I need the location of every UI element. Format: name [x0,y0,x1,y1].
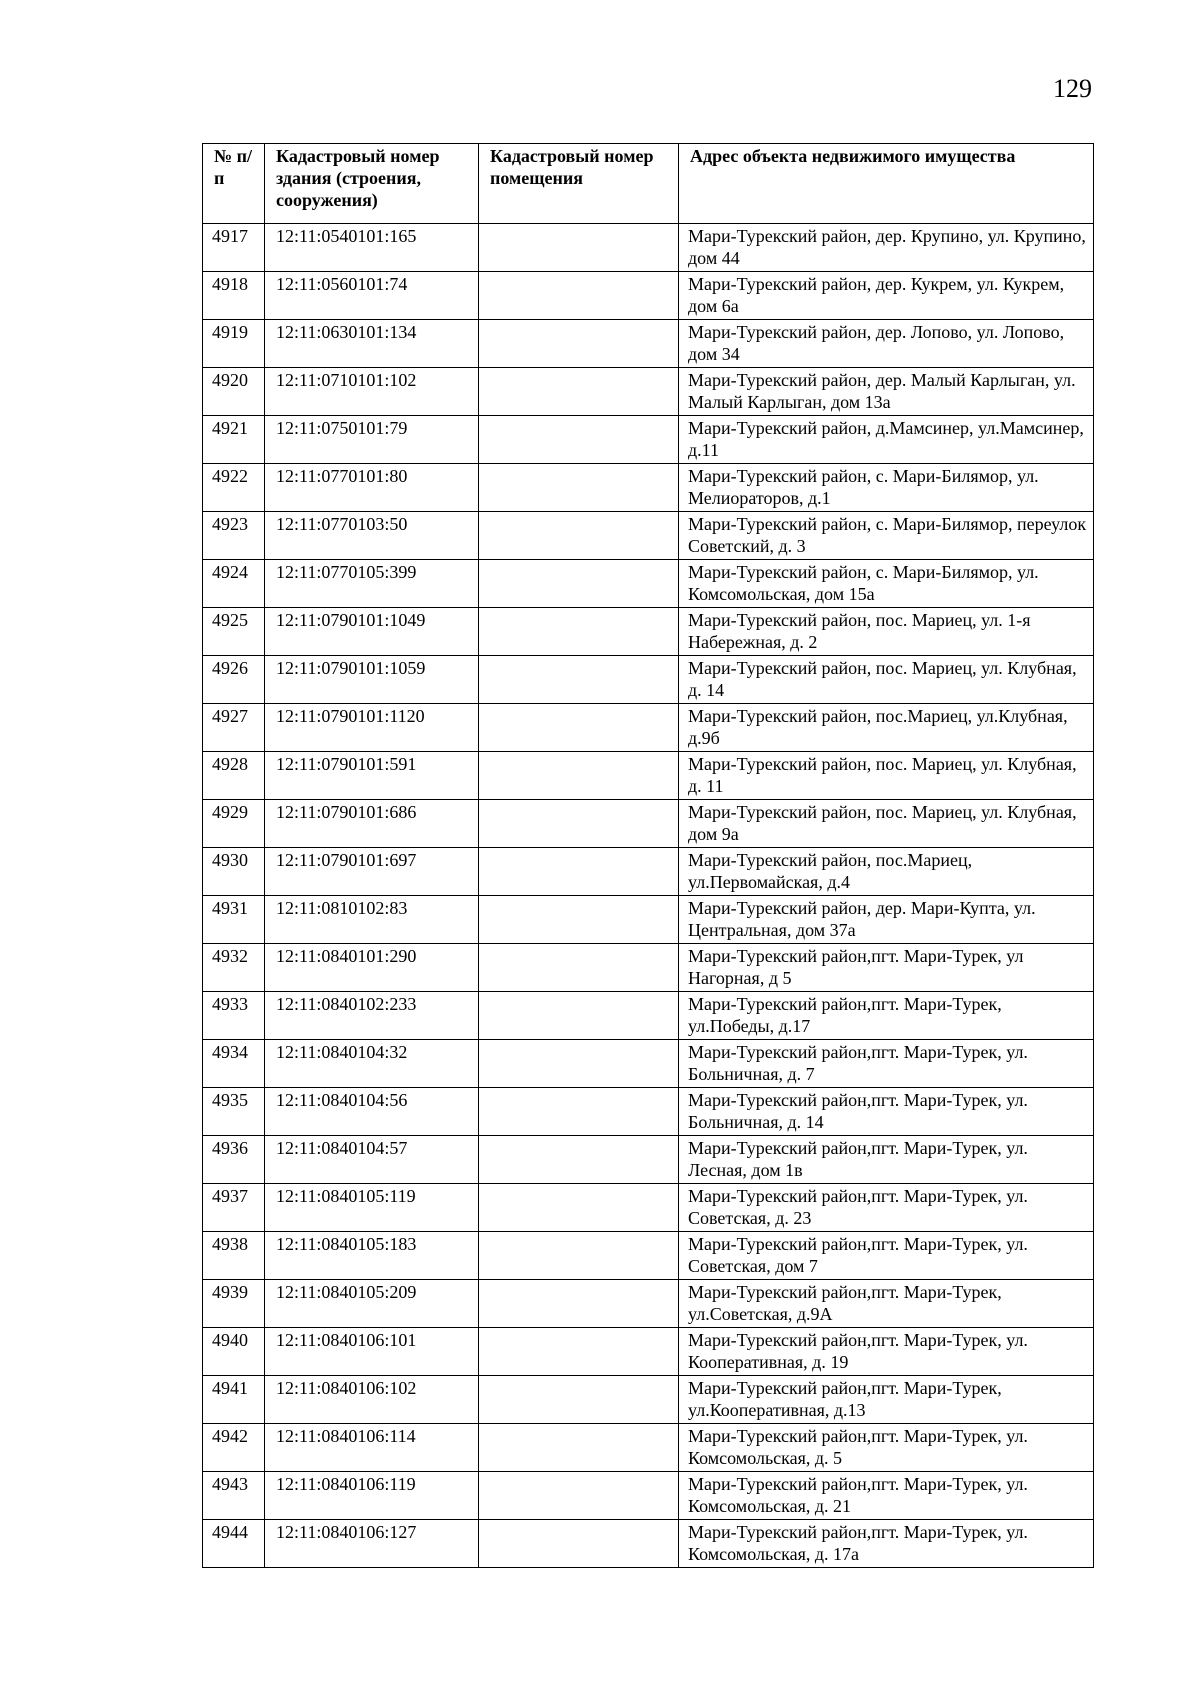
header-row [203,144,1094,224]
cell-address: Мари-Турекский район,пгт. Мари-Турек, ул. Комсомольская, д. 21 [679,1472,1094,1520]
cell-building-cadastral-number: 12:11:0840105:119 [265,1184,479,1232]
table-row [203,800,1094,848]
table-header [203,144,1094,224]
cell-building-cadastral-number: 12:11:0840102:233 [265,992,479,1040]
cell-row-number: 4931 [203,896,265,944]
table-row [203,992,1094,1040]
cell-row-number: 4927 [203,704,265,752]
cell-row-number: 4925 [203,608,265,656]
cell-building-cadastral-number: 12:11:0840106:101 [265,1328,479,1376]
table-row [203,752,1094,800]
cell-row-number: 4920 [203,368,265,416]
cell-premises-cadastral-number [479,1376,679,1424]
header-premises-cadastral-number: Кадастровый номер помещения [479,144,679,224]
cell-row-number: 4933 [203,992,265,1040]
table-row [203,1040,1094,1088]
cell-address: Мари-Турекский район,пгт. Мари-Турек, ул. Лесная, дом 1в [679,1136,1094,1184]
cell-address: Мари-Турекский район, с. Мари-Билямор, ул. Комсомольская, дом 15а [679,560,1094,608]
table-row [203,320,1094,368]
cell-building-cadastral-number: 12:11:0790101:1049 [265,608,479,656]
cell-row-number: 4944 [203,1520,265,1568]
table-row [203,704,1094,752]
cell-building-cadastral-number: 12:11:0790101:1120 [265,704,479,752]
cell-premises-cadastral-number [479,1232,679,1280]
cell-premises-cadastral-number [479,224,679,272]
cell-premises-cadastral-number [479,368,679,416]
cell-building-cadastral-number: 12:11:0810102:83 [265,896,479,944]
cell-premises-cadastral-number [479,800,679,848]
cell-premises-cadastral-number [479,1088,679,1136]
cell-premises-cadastral-number [479,1040,679,1088]
table-row [203,1280,1094,1328]
cell-address: Мари-Турекский район,пгт. Мари-Турек, ул.Кооперативная, д.13 [679,1376,1094,1424]
cell-address: Мари-Турекский район,пгт. Мари-Турек, ул. Комсомольская, д. 17а [679,1520,1094,1568]
table-row [203,656,1094,704]
cell-row-number: 4943 [203,1472,265,1520]
cell-building-cadastral-number: 12:11:0840105:209 [265,1280,479,1328]
cell-building-cadastral-number: 12:11:0840106:127 [265,1520,479,1568]
cell-row-number: 4928 [203,752,265,800]
cell-building-cadastral-number: 12:11:0750101:79 [265,416,479,464]
header-row-number: № п/п [203,144,265,224]
cell-row-number: 4930 [203,848,265,896]
table-row [203,512,1094,560]
cell-building-cadastral-number: 12:11:0840106:102 [265,1376,479,1424]
cell-building-cadastral-number: 12:11:0840104:56 [265,1088,479,1136]
cell-premises-cadastral-number [479,848,679,896]
cell-premises-cadastral-number [479,1328,679,1376]
cell-building-cadastral-number: 12:11:0840101:290 [265,944,479,992]
cell-building-cadastral-number: 12:11:0790101:1059 [265,656,479,704]
cell-premises-cadastral-number [479,1184,679,1232]
table-row [203,1424,1094,1472]
cell-row-number: 4937 [203,1184,265,1232]
cell-building-cadastral-number: 12:11:0840105:183 [265,1232,479,1280]
cell-premises-cadastral-number [479,1136,679,1184]
cell-premises-cadastral-number [479,1520,679,1568]
cell-row-number: 4918 [203,272,265,320]
table-body [203,224,1094,1568]
cell-building-cadastral-number: 12:11:0770105:399 [265,560,479,608]
cell-building-cadastral-number: 12:11:0840106:119 [265,1472,479,1520]
table-row [203,272,1094,320]
cell-row-number: 4935 [203,1088,265,1136]
table-row [203,416,1094,464]
cell-row-number: 4922 [203,464,265,512]
cell-building-cadastral-number: 12:11:0770101:80 [265,464,479,512]
cell-address: Мари-Турекский район, пос. Мариец, ул. Клубная, д. 14 [679,656,1094,704]
cell-premises-cadastral-number [479,464,679,512]
table-row [203,224,1094,272]
cell-address: Мари-Турекский район, д.Мамсинер, ул.Мамсинер, д.11 [679,416,1094,464]
cell-premises-cadastral-number [479,1424,679,1472]
cell-address: Мари-Турекский район, пос. Мариец, ул. 1-я Набережная, д. 2 [679,608,1094,656]
cell-row-number: 4929 [203,800,265,848]
cell-row-number: 4936 [203,1136,265,1184]
table-row [203,1520,1094,1568]
cell-row-number: 4940 [203,1328,265,1376]
cell-building-cadastral-number: 12:11:0790101:686 [265,800,479,848]
page-number: 129 [1053,74,1092,103]
table-row [203,1328,1094,1376]
cell-row-number: 4942 [203,1424,265,1472]
cell-address: Мари-Турекский район, с. Мари-Билямор, ул. Мелиораторов, д.1 [679,464,1094,512]
cell-address: Мари-Турекский район, дер. Крупино, ул. Крупино, дом 44 [679,224,1094,272]
cell-row-number: 4938 [203,1232,265,1280]
cell-premises-cadastral-number [479,272,679,320]
cell-address: Мари-Турекский район,пгт. Мари-Турек, ул Нагорная, д 5 [679,944,1094,992]
table-row [203,608,1094,656]
header-building-cadastral-number: Кадастровый номер здания (строения, сооружения) [265,144,479,224]
cell-row-number: 4917 [203,224,265,272]
cell-building-cadastral-number: 12:11:0540101:165 [265,224,479,272]
cell-building-cadastral-number: 12:11:0790101:697 [265,848,479,896]
table-row [203,944,1094,992]
cell-building-cadastral-number: 12:11:0840104:32 [265,1040,479,1088]
cell-address: Мари-Турекский район, дер. Мари-Купта, ул. Центральная, дом 37а [679,896,1094,944]
cell-row-number: 4924 [203,560,265,608]
table-row [203,368,1094,416]
cell-premises-cadastral-number [479,704,679,752]
cell-address: Мари-Турекский район,пгт. Мари-Турек, ул. Кооперативная, д. 19 [679,1328,1094,1376]
cell-row-number: 4941 [203,1376,265,1424]
cell-address: Мари-Турекский район,пгт. Мари-Турек, ул. Советская, дом 7 [679,1232,1094,1280]
table-row [203,896,1094,944]
cell-row-number: 4921 [203,416,265,464]
cell-row-number: 4923 [203,512,265,560]
cell-building-cadastral-number: 12:11:0840104:57 [265,1136,479,1184]
table-row [203,1232,1094,1280]
cell-address: Мари-Турекский район, дер. Лопово, ул. Лопово, дом 34 [679,320,1094,368]
cell-address: Мари-Турекский район,пгт. Мари-Турек, ул.Советская, д.9А [679,1280,1094,1328]
cell-premises-cadastral-number [479,944,679,992]
cell-address: Мари-Турекский район, пос.Мариец, ул.Первомайская, д.4 [679,848,1094,896]
cell-premises-cadastral-number [479,608,679,656]
cell-address: Мари-Турекский район,пгт. Мари-Турек, ул. Комсомольская, д. 5 [679,1424,1094,1472]
table-row [203,1088,1094,1136]
table-row [203,1376,1094,1424]
cell-building-cadastral-number: 12:11:0840106:114 [265,1424,479,1472]
cell-address: Мари-Турекский район, пос. Мариец, ул. Клубная, д. 11 [679,752,1094,800]
cell-address: Мари-Турекский район, пос. Мариец, ул. Клубная, дом 9а [679,800,1094,848]
cell-address: Мари-Турекский район,пгт. Мари-Турек, ул. Больничная, д. 7 [679,1040,1094,1088]
property-registry-table [202,143,1094,1568]
cell-premises-cadastral-number [479,1280,679,1328]
cell-address: Мари-Турекский район,пгт. Мари-Турек, ул. Советская, д. 23 [679,1184,1094,1232]
cell-address: Мари-Турекский район, пос.Мариец, ул.Клубная, д.9б [679,704,1094,752]
cell-row-number: 4919 [203,320,265,368]
cell-premises-cadastral-number [479,752,679,800]
cell-address: Мари-Турекский район, дер. Кукрем, ул. Кукрем, дом 6а [679,272,1094,320]
cell-row-number: 4932 [203,944,265,992]
cell-premises-cadastral-number [479,512,679,560]
table-row [203,464,1094,512]
cell-row-number: 4934 [203,1040,265,1088]
cell-premises-cadastral-number [479,320,679,368]
table-row [203,1184,1094,1232]
cell-building-cadastral-number: 12:11:0560101:74 [265,272,479,320]
table-row [203,560,1094,608]
cell-building-cadastral-number: 12:11:0630101:134 [265,320,479,368]
table-row [203,1472,1094,1520]
table-row [203,1136,1094,1184]
cell-building-cadastral-number: 12:11:0710101:102 [265,368,479,416]
cell-building-cadastral-number: 12:11:0770103:50 [265,512,479,560]
cell-row-number: 4939 [203,1280,265,1328]
cell-address: Мари-Турекский район, с. Мари-Билямор, переулок Советский, д. 3 [679,512,1094,560]
cell-row-number: 4926 [203,656,265,704]
cell-premises-cadastral-number [479,1472,679,1520]
cell-premises-cadastral-number [479,560,679,608]
cell-premises-cadastral-number [479,992,679,1040]
cell-address: Мари-Турекский район,пгт. Мари-Турек, ул.Победы, д.17 [679,992,1094,1040]
table-row [203,848,1094,896]
cell-building-cadastral-number: 12:11:0790101:591 [265,752,479,800]
cell-premises-cadastral-number [479,896,679,944]
cell-address: Мари-Турекский район, дер. Малый Карлыган, ул. Малый Карлыган, дом 13а [679,368,1094,416]
cell-address: Мари-Турекский район,пгт. Мари-Турек, ул. Больничная, д. 14 [679,1088,1094,1136]
header-address: Адрес объекта недвижимого имущества [679,144,1094,224]
cell-premises-cadastral-number [479,416,679,464]
cell-premises-cadastral-number [479,656,679,704]
